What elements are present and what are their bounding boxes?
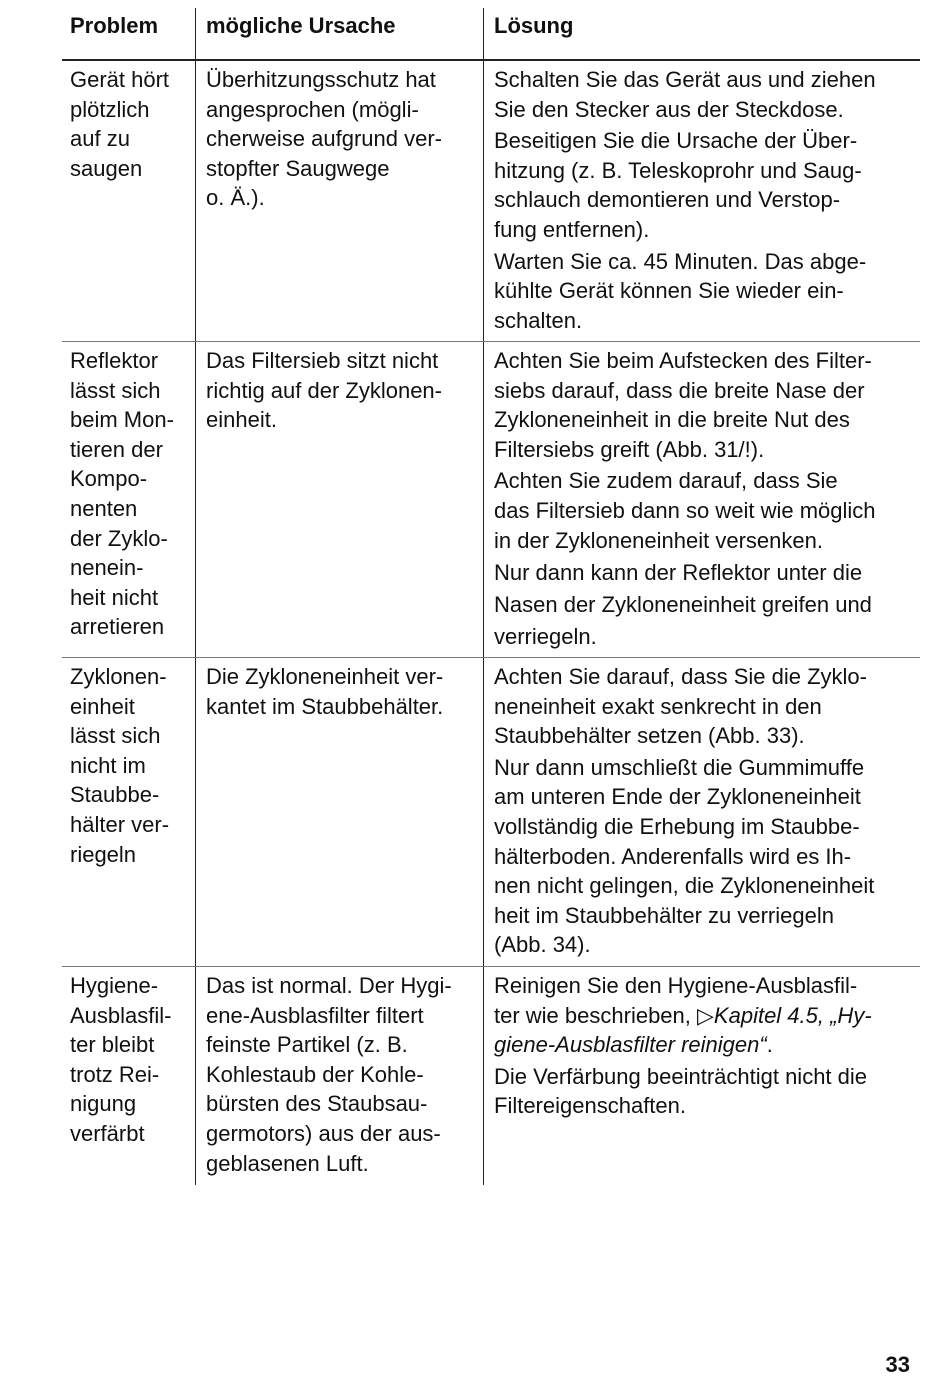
text-line: Schalten Sie das Gerät aus und ziehen	[494, 67, 876, 92]
text-line: arretieren	[70, 614, 165, 640]
text-line: kühlte Gerät können Sie wieder ein-	[494, 278, 844, 304]
text-line: nenten	[70, 495, 138, 521]
text-line: lässt sich	[70, 723, 161, 749]
text-line: angesprochen (mögli-	[206, 96, 419, 122]
text-line	[494, 1030, 920, 1060]
text-line: trotz Rei-	[70, 1061, 160, 1087]
text-line: Achten Sie zudem darauf, dass Sie	[494, 468, 838, 494]
ursache-cell	[195, 342, 483, 657]
text-line	[494, 1001, 920, 1031]
problem-cell	[62, 61, 195, 341]
text-line: o. Ä.).	[206, 185, 265, 211]
text-line: auf zu	[70, 126, 130, 152]
text-line: Nasen der Zykloneneinheit greifen und	[494, 592, 872, 618]
problem-cell	[62, 967, 195, 1185]
header-ursache: mögliche Ursache	[195, 8, 483, 59]
text-line: Filtereigenschaften.	[494, 1093, 686, 1119]
text-line: ene-Ausblasfilter filtert	[206, 1002, 424, 1028]
text-line: neneinheit exakt senkrecht in den	[494, 693, 822, 719]
text-line: Die Verfärbung beeinträchtigt nicht die	[494, 1063, 868, 1089]
text-line: Achten Sie beim Aufstecken des Filter-	[494, 348, 872, 373]
problem-cell	[62, 658, 195, 966]
text-line: Reflektor	[70, 348, 159, 373]
text-line: Reinigen Sie den Hygiene-Ausblasfil-	[494, 973, 858, 998]
text-line: riegeln	[70, 841, 137, 867]
text-line: Das Filtersieb sitzt nicht	[206, 348, 439, 373]
text-line: das Filtersieb dann so weit wie möglich	[494, 497, 876, 523]
table-header-row	[62, 8, 920, 61]
text-line: lässt sich	[70, 377, 161, 403]
text-line: vollständig die Erhebung im Staubbe-	[494, 813, 860, 839]
text-line: germotors) aus der aus-	[206, 1120, 441, 1146]
text-line: (Abb. 34).	[494, 932, 591, 958]
loesung-cell	[483, 658, 920, 966]
loesung-cell	[483, 967, 920, 1185]
text-line: bürsten des Staubsau-	[206, 1091, 428, 1117]
page-number: 33	[885, 1352, 910, 1377]
text-line: Die Zykloneneinheit ver-	[206, 664, 444, 689]
text-line: Das ist normal. Der Hygi-	[206, 973, 452, 998]
text-line: schalten.	[494, 307, 583, 333]
text-line: Nur dann kann der Reflektor unter die	[494, 560, 863, 586]
loesung-paragraph	[494, 126, 920, 244]
text-line: Beseitigen Sie die Ursache der Über-	[494, 128, 858, 154]
text-line: tieren der	[70, 436, 163, 462]
loesung-paragraph	[494, 65, 920, 124]
text-line: Nur dann umschließt die Gummimuffe	[494, 754, 865, 780]
text-line: nigung	[70, 1091, 137, 1117]
text-line: beim Mon-	[70, 407, 174, 433]
loesung-paragraph	[494, 346, 920, 464]
triangle-right-icon: ▷	[697, 1002, 714, 1028]
chapter-reference-link[interactable]: giene-Ausblasfilter reinigen“	[494, 1032, 767, 1058]
text-line: Ausblasfil-	[70, 1002, 172, 1028]
ursache-cell	[195, 658, 483, 966]
text-line: nicht im	[70, 752, 146, 778]
chapter-reference-link[interactable]: Kapitel 4.5, „Hy-	[713, 1002, 872, 1028]
header-loesung: Lösung	[483, 8, 920, 59]
table-row	[62, 967, 920, 1185]
text-line: einheit	[70, 693, 135, 719]
text-line: Sie den Stecker aus der Steckdose.	[494, 96, 844, 122]
table-row	[62, 342, 920, 658]
text-line: richtig auf der Zyklonen-	[206, 377, 442, 403]
text-line: fung entfernen).	[494, 216, 650, 242]
text-line: Überhitzungsschutz hat	[206, 67, 436, 92]
text-line: Zykloneneinheit in die breite Nut des	[494, 407, 850, 433]
text-line: Achten Sie darauf, dass Sie die Zyklo-	[494, 664, 867, 689]
text-fragment: ter wie beschrieben,	[494, 1002, 697, 1028]
text-line: geblasenen Luft.	[206, 1150, 369, 1176]
text-line: nenein-	[70, 555, 144, 581]
text-line: stopfter Saugwege	[206, 155, 390, 181]
text-line: siebs darauf, dass die breite Nase der	[494, 377, 865, 403]
loesung-paragraph	[494, 662, 920, 751]
text-line: hitzung (z. B. Teleskoprohr und Saug-	[494, 157, 862, 183]
loesung-paragraph	[494, 466, 920, 555]
text-line: hälter ver-	[70, 811, 170, 837]
ursache-cell	[195, 967, 483, 1185]
text-line: ter bleibt	[70, 1032, 155, 1058]
table-row	[62, 61, 920, 342]
text-line: Hygiene-	[70, 973, 159, 998]
text-line: kantet im Staubbehälter.	[206, 693, 444, 719]
loesung-paragraph	[494, 557, 920, 653]
text-line: Kohlestaub der Kohle-	[206, 1061, 424, 1087]
text-line: feinste Partikel (z. B.	[206, 1032, 408, 1058]
table-row	[62, 658, 920, 967]
text-line: verriegeln.	[494, 624, 597, 650]
loesung-cell	[483, 61, 920, 341]
loesung-paragraph	[494, 1062, 920, 1121]
text-line: Kompo-	[70, 466, 148, 492]
text-line: der Zyklo-	[70, 525, 168, 551]
text-line: einheit.	[206, 407, 277, 433]
loesung-paragraph	[494, 971, 920, 1060]
text-line: Staubbehälter setzen (Abb. 33).	[494, 723, 805, 749]
header-problem: Problem	[70, 13, 159, 38]
text-line: heit im Staubbehälter zu verriegeln	[494, 902, 834, 928]
text-fragment: .	[766, 1032, 773, 1058]
text-line: saugen	[70, 155, 143, 181]
text-line: plötzlich	[70, 96, 150, 122]
text-line: cherweise aufgrund ver-	[206, 126, 443, 152]
text-line: Filtersiebs greift (Abb. 31/!).	[494, 436, 765, 462]
text-line: Zyklonen-	[70, 664, 167, 689]
text-line: schlauch demontieren und Verstop-	[494, 187, 841, 213]
loesung-cell	[483, 342, 920, 657]
text-line: heit nicht	[70, 584, 159, 610]
text-line: Warten Sie ca. 45 Minuten. Das abge-	[494, 248, 867, 274]
ursache-cell	[195, 61, 483, 341]
text-line: Staubbe-	[70, 782, 160, 808]
problem-cell	[62, 342, 195, 657]
text-line: hälterboden. Anderenfalls wird es Ih-	[494, 843, 852, 869]
text-line: Gerät hört	[70, 67, 170, 92]
text-line: nen nicht gelingen, die Zykloneneinheit	[494, 873, 875, 899]
text-line: am unteren Ende der Zykloneneinheit	[494, 784, 861, 810]
loesung-paragraph	[494, 247, 920, 336]
loesung-paragraph	[494, 753, 920, 960]
text-line: verfärbt	[70, 1120, 145, 1146]
text-line: in der Zykloneneinheit versenken.	[494, 527, 823, 553]
troubleshooting-table	[62, 8, 920, 1185]
